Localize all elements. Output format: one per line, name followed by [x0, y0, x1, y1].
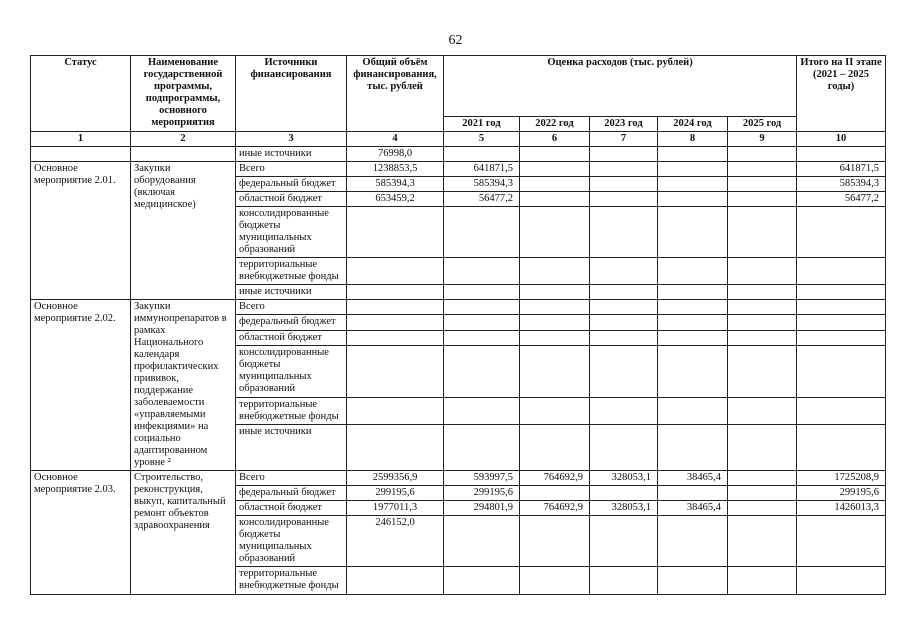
stage-total-cell: 299195,6 — [797, 486, 886, 501]
total-cell: 299195,6 — [347, 486, 444, 501]
total-cell: 1238853,5 — [347, 162, 444, 177]
stage-total-cell — [797, 330, 886, 345]
status-cell — [31, 147, 131, 162]
value-cell — [728, 315, 797, 330]
value-cell — [520, 285, 590, 300]
total-cell: 76998,0 — [347, 147, 444, 162]
source-cell: территориальные внебюджетные фонды — [236, 567, 347, 595]
value-cell — [520, 300, 590, 315]
source-cell: иные источники — [236, 285, 347, 300]
total-cell — [347, 300, 444, 315]
value-cell: 585394,3 — [444, 177, 520, 192]
total-cell — [347, 345, 444, 397]
total-cell — [347, 207, 444, 258]
value-cell — [590, 207, 658, 258]
header-estimate: Оценка расходов (тыс. рублей) — [444, 56, 797, 117]
source-cell: Всего — [236, 162, 347, 177]
value-cell — [444, 300, 520, 315]
value-cell — [728, 285, 797, 300]
value-cell — [444, 516, 520, 567]
source-cell: консолидированные бюджеты муниципальных образований — [236, 345, 347, 397]
value-cell — [590, 567, 658, 595]
value-cell: 299195,6 — [444, 486, 520, 501]
value-cell — [728, 177, 797, 192]
name-cell: Закупки оборудования (включая медицинское) — [131, 162, 236, 300]
value-cell — [520, 330, 590, 345]
value-cell: 593997,5 — [444, 471, 520, 486]
header-row — [31, 56, 886, 117]
value-cell — [590, 177, 658, 192]
source-cell: областной бюджет — [236, 192, 347, 207]
stage-total-cell — [797, 516, 886, 567]
value-cell — [520, 192, 590, 207]
value-cell — [658, 258, 728, 285]
header-year: 2021 год — [444, 117, 520, 132]
name-cell: Закупки иммунопрепаратов в рамках Национального календаря профилактических прививок, поддержание заболеваемости «управляемыми инфекциями» на социально адаптированном уровне ² — [131, 300, 236, 471]
value-cell: 764692,9 — [520, 471, 590, 486]
column-index: 5 — [444, 132, 520, 147]
value-cell — [728, 207, 797, 258]
source-cell: областной бюджет — [236, 501, 347, 516]
value-cell — [728, 397, 797, 424]
column-index: 3 — [236, 132, 347, 147]
value-cell — [658, 147, 728, 162]
stage-total-cell — [797, 258, 886, 285]
value-cell — [590, 147, 658, 162]
value-cell — [728, 471, 797, 486]
value-cell — [444, 567, 520, 595]
value-cell — [590, 486, 658, 501]
value-cell — [728, 567, 797, 595]
value-cell — [797, 147, 886, 162]
source-cell: иные источники — [236, 147, 347, 162]
stage-total-cell — [797, 300, 886, 315]
stage-total-cell — [797, 567, 886, 595]
value-cell — [444, 258, 520, 285]
value-cell — [728, 258, 797, 285]
column-index: 2 — [131, 132, 236, 147]
table-row — [31, 300, 886, 315]
source-cell: территориальные внебюджетные фонды — [236, 258, 347, 285]
status-cell: Основное мероприятие 2.01. — [31, 162, 131, 300]
value-cell — [728, 501, 797, 516]
column-index: 6 — [520, 132, 590, 147]
total-cell — [347, 258, 444, 285]
value-cell — [444, 425, 520, 471]
source-cell: Всего — [236, 471, 347, 486]
value-cell: 328053,1 — [590, 501, 658, 516]
value-cell — [728, 516, 797, 567]
value-cell — [520, 207, 590, 258]
value-cell — [520, 147, 590, 162]
source-cell: федеральный бюджет — [236, 315, 347, 330]
page-number: 62 — [448, 33, 463, 48]
value-cell: 764692,9 — [520, 501, 590, 516]
value-cell — [728, 192, 797, 207]
column-index: 7 — [590, 132, 658, 147]
value-cell — [728, 425, 797, 471]
header-program: Наименование государственной программы, подпрограммы, основного мероприятия — [131, 56, 236, 132]
value-cell — [520, 486, 590, 501]
header-stage-total: Итого на II этапе (2021 – 2025 годы) — [797, 56, 886, 132]
value-cell — [658, 330, 728, 345]
header-year: 2023 год — [590, 117, 658, 132]
value-cell — [658, 516, 728, 567]
total-cell: 585394,3 — [347, 177, 444, 192]
name-cell — [131, 147, 236, 162]
column-index: 8 — [658, 132, 728, 147]
source-cell: федеральный бюджет — [236, 486, 347, 501]
column-index: 4 — [347, 132, 444, 147]
value-cell — [590, 330, 658, 345]
value-cell — [520, 315, 590, 330]
source-cell: федеральный бюджет — [236, 177, 347, 192]
value-cell — [658, 567, 728, 595]
source-cell: Всего — [236, 300, 347, 315]
value-cell — [444, 397, 520, 424]
total-cell: 2599356,9 — [347, 471, 444, 486]
budget-table — [30, 55, 886, 595]
stage-total-cell: 585394,3 — [797, 177, 886, 192]
status-cell: Основное мероприятие 2.02. — [31, 300, 131, 471]
source-cell: областной бюджет — [236, 330, 347, 345]
column-index: 9 — [728, 132, 797, 147]
value-cell — [658, 177, 728, 192]
stage-total-cell: 56477,2 — [797, 192, 886, 207]
value-cell — [658, 425, 728, 471]
value-cell: 328053,1 — [590, 471, 658, 486]
value-cell — [658, 207, 728, 258]
value-cell — [728, 147, 797, 162]
value-cell — [728, 162, 797, 177]
value-cell — [520, 258, 590, 285]
total-cell — [347, 567, 444, 595]
value-cell — [590, 192, 658, 207]
value-cell — [590, 345, 658, 397]
stage-total-cell — [797, 425, 886, 471]
value-cell: 294801,9 — [444, 501, 520, 516]
source-cell: консолидированные бюджеты муниципальных образований — [236, 516, 347, 567]
value-cell — [590, 516, 658, 567]
value-cell — [590, 300, 658, 315]
total-cell — [347, 425, 444, 471]
total-cell — [347, 315, 444, 330]
value-cell — [658, 315, 728, 330]
value-cell: 56477,2 — [444, 192, 520, 207]
source-cell: иные источники — [236, 425, 347, 471]
value-cell — [658, 486, 728, 501]
value-cell — [658, 300, 728, 315]
value-cell — [520, 162, 590, 177]
column-index: 10 — [797, 132, 886, 147]
table-row — [31, 471, 886, 486]
value-cell — [728, 300, 797, 315]
source-cell: консолидированные бюджеты муниципальных образований — [236, 207, 347, 258]
value-cell — [590, 315, 658, 330]
header-total: Общий объём финансирования, тыс. рублей — [347, 56, 444, 132]
value-cell — [658, 397, 728, 424]
stage-total-cell: 1725208,9 — [797, 471, 886, 486]
value-cell — [728, 486, 797, 501]
value-cell: 641871,5 — [444, 162, 520, 177]
value-cell — [658, 285, 728, 300]
header-year: 2024 год — [658, 117, 728, 132]
value-cell — [658, 345, 728, 397]
stage-total-cell — [797, 345, 886, 397]
value-cell — [520, 516, 590, 567]
value-cell — [444, 315, 520, 330]
value-cell — [658, 192, 728, 207]
table-body — [31, 147, 886, 595]
stage-total-cell — [797, 207, 886, 258]
value-cell — [444, 285, 520, 300]
name-cell: Строительство, реконструкция, выкуп, капитальный ремонт объектов здравоохранения — [131, 471, 236, 595]
stage-total-cell — [797, 315, 886, 330]
stage-total-cell: 1426013,3 — [797, 501, 886, 516]
value-cell — [520, 425, 590, 471]
value-cell — [444, 207, 520, 258]
value-cell: 38465,4 — [658, 501, 728, 516]
total-cell: 653459,2 — [347, 192, 444, 207]
header-sources: Источники финансирования — [236, 56, 347, 132]
header-year: 2025 год — [728, 117, 797, 132]
column-index-row — [31, 132, 886, 147]
value-cell — [590, 397, 658, 424]
total-cell: 1977011,3 — [347, 501, 444, 516]
column-index: 1 — [31, 132, 131, 147]
stage-total-cell: 641871,5 — [797, 162, 886, 177]
stage-total-cell — [797, 397, 886, 424]
value-cell — [590, 258, 658, 285]
value-cell — [520, 345, 590, 397]
stage-total-cell — [797, 285, 886, 300]
value-cell — [590, 162, 658, 177]
value-cell — [658, 162, 728, 177]
total-cell: 246152,0 — [347, 516, 444, 567]
total-cell — [347, 330, 444, 345]
source-cell: территориальные внебюджетные фонды — [236, 397, 347, 424]
value-cell — [520, 567, 590, 595]
value-cell — [444, 330, 520, 345]
value-cell — [728, 330, 797, 345]
header-status: Статус — [31, 56, 131, 132]
value-cell — [590, 285, 658, 300]
value-cell: 38465,4 — [658, 471, 728, 486]
value-cell — [590, 425, 658, 471]
table-row — [31, 162, 886, 177]
value-cell — [728, 345, 797, 397]
total-cell — [347, 397, 444, 424]
table-row — [31, 147, 886, 162]
value-cell — [520, 397, 590, 424]
status-cell: Основное мероприятие 2.03. — [31, 471, 131, 595]
total-cell — [347, 285, 444, 300]
value-cell — [444, 147, 520, 162]
value-cell — [444, 345, 520, 397]
value-cell — [520, 177, 590, 192]
header-year: 2022 год — [520, 117, 590, 132]
